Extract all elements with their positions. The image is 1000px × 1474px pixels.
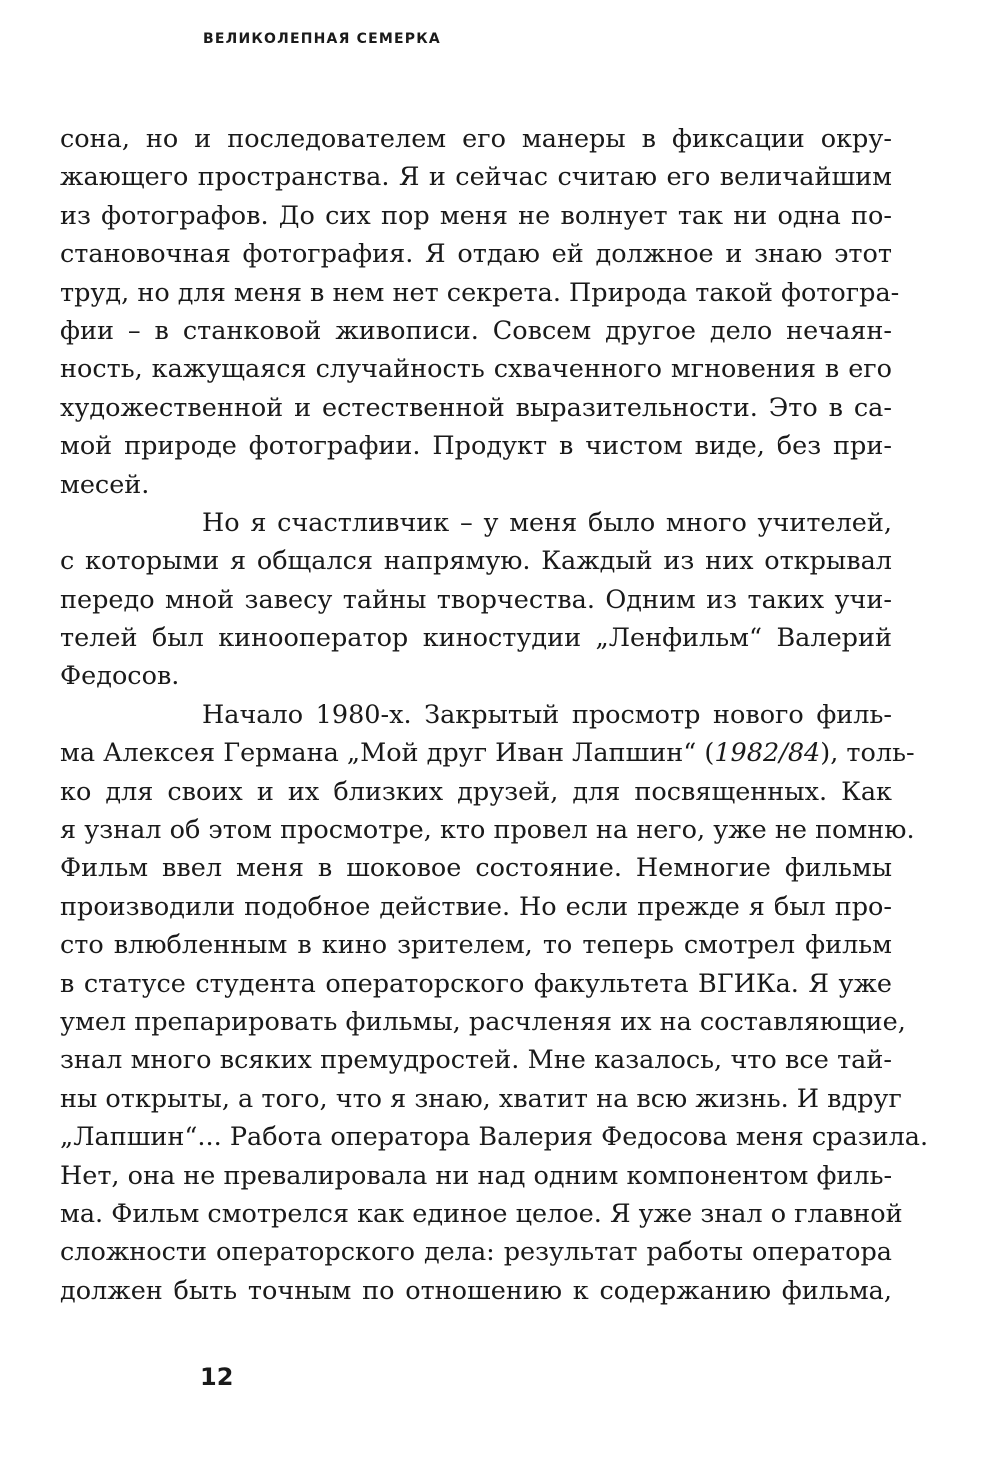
text-line: телей был кинооператор киностудии „Ленфильм“ Валерий — [60, 623, 892, 654]
text-line: с которыми я общался напрямую. Каждый из них открывал — [60, 546, 892, 577]
text-line: ны открыты, а того, что я знаю, хватит на всю жизнь. И вдруг — [60, 1083, 902, 1114]
text-line: передо мной завесу тайны творчества. Одним из таких учи- — [60, 584, 892, 615]
text-line: художественной и естественной выразительности. Это в са- — [60, 392, 892, 423]
text-line: ма. Фильм смотрелся как единое целое. Я уже знал о главной — [60, 1198, 903, 1229]
text-line: должен быть точным по отношению к содержанию фильма, — [60, 1275, 892, 1306]
text-line: из фотографов. До сих пор меня не волнует так ни одна по- — [60, 200, 892, 231]
text-line: ко для своих и их близких друзей, для посвященных. Как — [60, 776, 892, 807]
text-line: мой природе фотографии. Продукт в чистом виде, без при- — [60, 431, 892, 462]
text-line: в статусе студента операторского факультета ВГИКа. Я уже — [60, 968, 892, 999]
running-head: ВЕЛИКОЛЕПНАЯ СЕМЕРКА — [203, 31, 441, 47]
text-line: сто влюбленным в кино зрителем, то теперь смотрел фильм — [60, 930, 892, 961]
text-line: „Лапшин“... Работа оператора Валерия Федосова меня сразила. — [60, 1122, 929, 1153]
film-years: 1982/84 — [714, 738, 821, 769]
text-segment: ма Алексея Германа „Мой друг Иван Лапшин“ — [60, 738, 705, 769]
text-line: ма Алексея Германа „Мой друг Иван Лапшин“ (1982/84), толь- — [60, 738, 915, 769]
text-line: Начало 1980-х. Закрытый просмотр нового филь- — [202, 699, 892, 730]
text-line: производили подобное действие. Но если прежде я был про- — [60, 891, 892, 922]
page-number: 12 — [200, 1363, 234, 1391]
text-line: сона, но и последователем его манеры в фиксации окру- — [60, 124, 892, 154]
text-line: ность, кажущаяся случайность схваченного мгновения в его — [60, 354, 892, 385]
text-line: сложности операторского дела: результат работы оператора — [60, 1237, 892, 1268]
text-line: становочная фотография. Я отдаю ей должное и знаю этот — [60, 239, 892, 270]
text-line: месей. — [60, 469, 150, 500]
text-line: жающего пространства. Я и сейчас считаю его величайшим — [60, 162, 892, 193]
text-line: Нет, она не превалировала ни над одним компонентом филь- — [60, 1160, 893, 1191]
text-line: фии – в станковой живописи. Совсем другое дело нечаян- — [60, 315, 892, 346]
text-line: умел препарировать фильмы, расчленяя их на составляющие, — [60, 1006, 906, 1037]
text-line: Федосов. — [60, 661, 180, 692]
body-text — [60, 120, 929, 1310]
text-line: труд, но для меня в нем нет секрета. Природа такой фотогра- — [60, 277, 900, 308]
text-segment: ), толь- — [820, 738, 915, 769]
text-line: знал много всяких премудростей. Мне казалось, что все тай- — [60, 1045, 892, 1076]
text-line: Но я счастливчик – у меня было много учителей, — [202, 507, 892, 538]
text-line: я узнал об этом просмотре, кто провел на него, уже не помню. — [60, 815, 915, 846]
text-line: Фильм ввел меня в шоковое состояние. Немногие фильмы — [60, 853, 892, 884]
